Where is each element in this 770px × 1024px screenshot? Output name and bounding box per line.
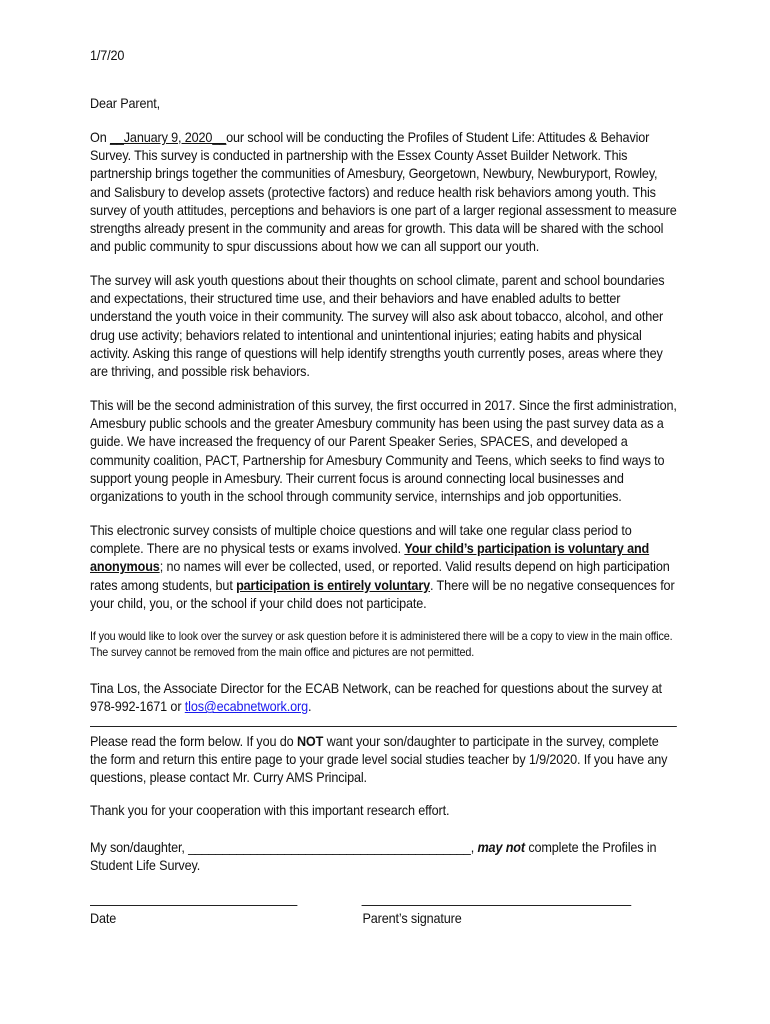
paragraph-survey-topics: The survey will ask youth questions about their thoughts on school climate, parent and school boundaries and expectations, their structured time use, and their behaviors and have enabled adults to better understand the youth voice in their community. The survey will also ask about tobacco, alcohol, and other drug use activity; behaviors related to intentional and unintentional injuries; eating habits and physical activity. Asking this range of questions will help identify strengths youth currently poses, areas where they are thriving, and possible risk behaviors. [90,273,665,380]
divider-rule [90,726,677,727]
date-signature-line[interactable] [90,905,297,906]
parent-signature-label: Parent’s signature [362,911,462,926]
intro-text: our school will be conducting the Profiles of Student Life: Attitudes & Behavior Survey. This survey is conducted in partnership with the Essex County Asset Builder Network. This partnership brings together the communities of Amesbury, Georgetown, Newbury, Newburyport, Rowley, and Salisbury to develop assets (protective factors) and reduce health risk behaviors among youth. This survey of youth attitudes, perceptions and behaviors is one part of a larger regional assessment to measure strengths already present in the community and areas for growth. This data will be shared with the school and public community to spur discussions about how we can all support our youth. [90,130,677,255]
paragraph-view-survey-copy: If you would like to look over the survey or ask question before it is administered there will be a copy to view in the main office. The survey cannot be removed from the main office and pictures are not permitted. [90,630,673,660]
paragraph-opt-out-statement [90,839,678,875]
paragraph-administration-history: This will be the second administration of this survey, the first occurred in 2017. Since the first administration, Amesbury public schools and the greater Amesbury community has been using the past survey data as a guide. We have increased the frequency of our Parent Speaker Series, SPACES, and developed a community coalition, PACT, Partnership for Amesbury Community and Teens, which seeks to find ways to support young people in Amesbury. Their current focus is around connecting local businesses and organizations to youth in the school through community service, internships and job opportunities. [90,398,677,505]
not-emphasis: NOT [296,734,324,749]
opt-out-text-1: Please read the form below. If you do [90,734,297,749]
may-not-emphasis: may not [477,840,525,855]
entirely-voluntary-emphasis: participation is entirely voluntary [236,577,431,593]
child-name-blank[interactable]: _________________________________________ [188,840,471,855]
paragraph-contact [90,680,678,716]
paragraph-survey-intro [90,129,678,256]
voluntary-text-1: This electronic survey consists of multiple choice questions and will take one regular class period to complete. There are no physical tests or exams involved. [90,523,632,557]
opt-out-statement-prefix: My son/daughter, [90,840,189,855]
paragraph-opt-out-instructions [90,733,678,788]
opt-out-statement-comma: , [470,840,478,855]
paragraph-thank-you: Thank you for your cooperation with this important research effort. [90,803,450,818]
voluntary-anonymous-emphasis: Your child’s participation is voluntary and anonymous [90,541,650,575]
opt-out-statement-suffix: complete the Profiles in Student Life Survey. [90,840,657,874]
contact-text: Tina Los, the Associate Director for the ECAB Network, can be reached for questions about the survey at 978-992-1671 or [90,681,662,715]
paragraph-voluntary-participation [90,522,678,613]
parent-signature-line[interactable] [362,905,632,906]
intro-prefix: On [90,130,110,145]
contact-email-link[interactable]: tlos@ecabnetwork.org [184,699,308,715]
survey-date: __January 9, 2020__ [109,130,227,145]
contact-end: . [307,699,312,715]
voluntary-text-2: ; no names will ever be collected, used, or reported. Valid results depend on high participation rates among students, but [90,559,670,593]
greeting: Dear Parent, [90,96,161,111]
opt-out-text-2: want your son/daughter to participate in the survey, complete the form and return this entire page to your grade level social studies teacher by 1/9/2020. If you have any questions, please contact Mr. Curry AMS Principal. [90,734,668,786]
letter-date: 1/7/20 [90,48,125,63]
voluntary-text-3: . There will be no negative consequences for your child, you, or the school if your child does not participate. [90,577,675,611]
date-label: Date [90,911,117,926]
